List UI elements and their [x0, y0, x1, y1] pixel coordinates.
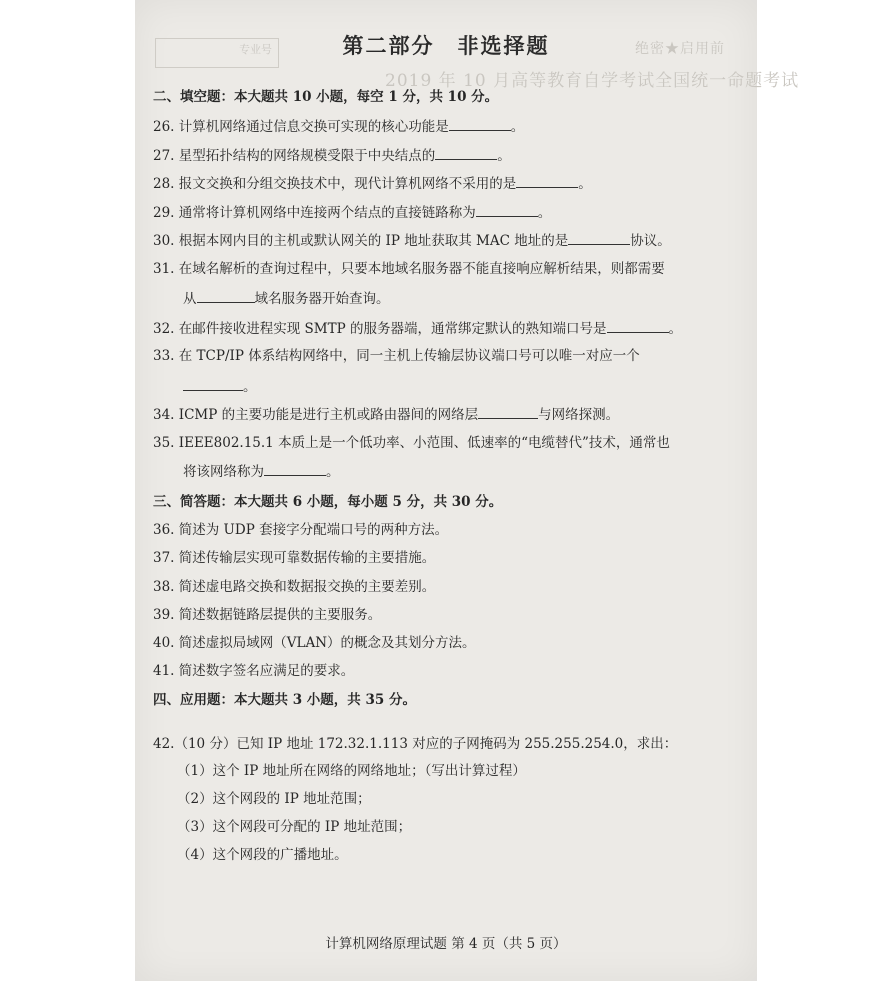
- question-text: 31. 在域名解析的查询过程中，只要本地域名服务器不能直接响应解析结果，则都需要: [153, 261, 665, 277]
- question-text: 26. 计算机网络通过信息交换可实现的核心功能是: [153, 119, 449, 135]
- question-text: （2）这个网段的 IP 地址范围；: [177, 791, 371, 807]
- question-line: [177, 789, 371, 809]
- exam-page: [135, 0, 800, 981]
- question-text: 32. 在邮件接收进程实现 SMTP 的服务器端，通常绑定默认的熟知端口号是: [153, 321, 607, 337]
- question-line: [153, 492, 502, 512]
- question-line: [177, 817, 411, 837]
- question-suffix: 。: [510, 119, 525, 135]
- question-text: 27. 星型拓扑结构的网络规模受限于中央结点的: [153, 148, 436, 164]
- question-line: [153, 346, 640, 366]
- question-text: 将该网络称为: [183, 464, 264, 480]
- answer-blank[interactable]: [435, 145, 497, 160]
- question-text: 30. 根据本网内目的主机或默认网关的 IP 地址获取其 MAC 地址的是: [153, 233, 569, 249]
- question-line: [177, 845, 348, 865]
- question-text: （3）这个网段可分配的 IP 地址范围；: [177, 819, 412, 835]
- page-footer: 计算机网络原理试题 第 4 页（共 5 页）: [325, 936, 567, 952]
- question-line: [153, 404, 619, 425]
- question-suffix: 与网络探测。: [538, 407, 620, 423]
- question-text: 四、应用题：本大题共 3 小题，共 35 分。: [153, 692, 416, 708]
- question-text: 三、简答题：本大题共 6 小题，每小题 5 分，共 30 分。: [153, 494, 503, 510]
- question-suffix: 。: [578, 176, 592, 192]
- question-line: [153, 173, 592, 194]
- question-text: 41. 简述数字签名应满足的要求。: [153, 663, 355, 679]
- question-line: [153, 145, 511, 166]
- answer-blank[interactable]: [476, 202, 538, 217]
- question-line: [153, 690, 416, 710]
- question-suffix: 域名服务器开始查询。: [254, 291, 390, 307]
- question-line: [153, 259, 665, 279]
- question-text: 29. 通常将计算机网络中连接两个结点的直接链路称为: [153, 205, 476, 221]
- answer-blank[interactable]: [183, 376, 243, 391]
- question-line: [153, 230, 671, 251]
- question-text: 28. 报文交换和分组交换技术中，现代计算机网络不采用的是: [153, 176, 517, 192]
- question-line: [153, 318, 682, 339]
- question-suffix: 。: [537, 205, 552, 221]
- question-text: 40. 简述虚拟局域网（VLAN）的概念及其划分方法。: [153, 635, 476, 651]
- answer-blank[interactable]: [449, 116, 511, 131]
- question-suffix: 。: [668, 321, 683, 337]
- question-text: （1）这个 IP 地址所在网络的网络地址；（写出计算过程）: [177, 763, 526, 779]
- answer-blank[interactable]: [607, 318, 669, 333]
- answer-blank[interactable]: [264, 461, 326, 476]
- question-line: [153, 116, 524, 137]
- question-line: [153, 605, 381, 625]
- ghost-header-mark: 绝密★启用前: [635, 41, 725, 57]
- question-line: [153, 633, 476, 653]
- question-suffix: 。: [497, 148, 511, 164]
- question-line: [153, 577, 435, 597]
- question-text: 34. ICMP 的主要功能是进行主机或路由器间的网络层: [153, 407, 479, 423]
- question-text: 37. 简述传输层实现可靠数据传输的主要措施。: [153, 550, 436, 566]
- answer-blank[interactable]: [568, 230, 630, 245]
- question-line: [153, 661, 354, 681]
- question-line: [153, 734, 677, 754]
- question-line: [183, 288, 390, 309]
- question-text: 二、填空题：本大题共 10 小题，每空 1 分，共 10 分。: [153, 89, 499, 105]
- question-line: [183, 376, 257, 397]
- question-suffix: 。: [326, 464, 340, 480]
- ghost-year-line: 2019 年 10 月高等教育自学考试全国统一命题考试: [385, 71, 800, 91]
- answer-blank[interactable]: [478, 404, 538, 419]
- question-text: 38. 简述虚电路交换和数据报交换的主要差别。: [153, 579, 436, 595]
- question-text: 从: [183, 291, 197, 307]
- question-text: 33. 在 TCP/IP 体系结构网络中，同一主机上传输层协议端口号可以唯一对应一个: [153, 348, 640, 364]
- question-suffix: 协议。: [630, 233, 671, 249]
- ghost-box-label: 专业号: [239, 43, 272, 56]
- question-line: [153, 202, 551, 223]
- answer-blank[interactable]: [516, 173, 578, 188]
- question-line: [177, 761, 526, 781]
- answer-blank[interactable]: [197, 288, 255, 303]
- question-text: （4）这个网段的广播地址。: [177, 847, 348, 863]
- question-line: [153, 548, 435, 568]
- section-title: 第二部分 非选择题: [342, 34, 550, 58]
- question-text: 39. 简述数据链路层提供的主要服务。: [153, 607, 382, 623]
- question-text: 42.（10 分）已知 IP 地址 172.32.1.113 对应的子网掩码为 255.255.254.0，求出：: [153, 736, 678, 752]
- question-text: 35. IEEE802.15.1 本质上是一个低功率、小范围、低速率的“电缆替代”技术，通常也: [153, 435, 670, 451]
- question-text: 36. 简述为 UDP 套接字分配端口号的两种方法。: [153, 522, 449, 538]
- question-line: [183, 461, 340, 482]
- question-line: [153, 87, 498, 107]
- question-line: [153, 520, 448, 540]
- question-suffix: 。: [243, 379, 257, 395]
- question-line: [153, 433, 670, 453]
